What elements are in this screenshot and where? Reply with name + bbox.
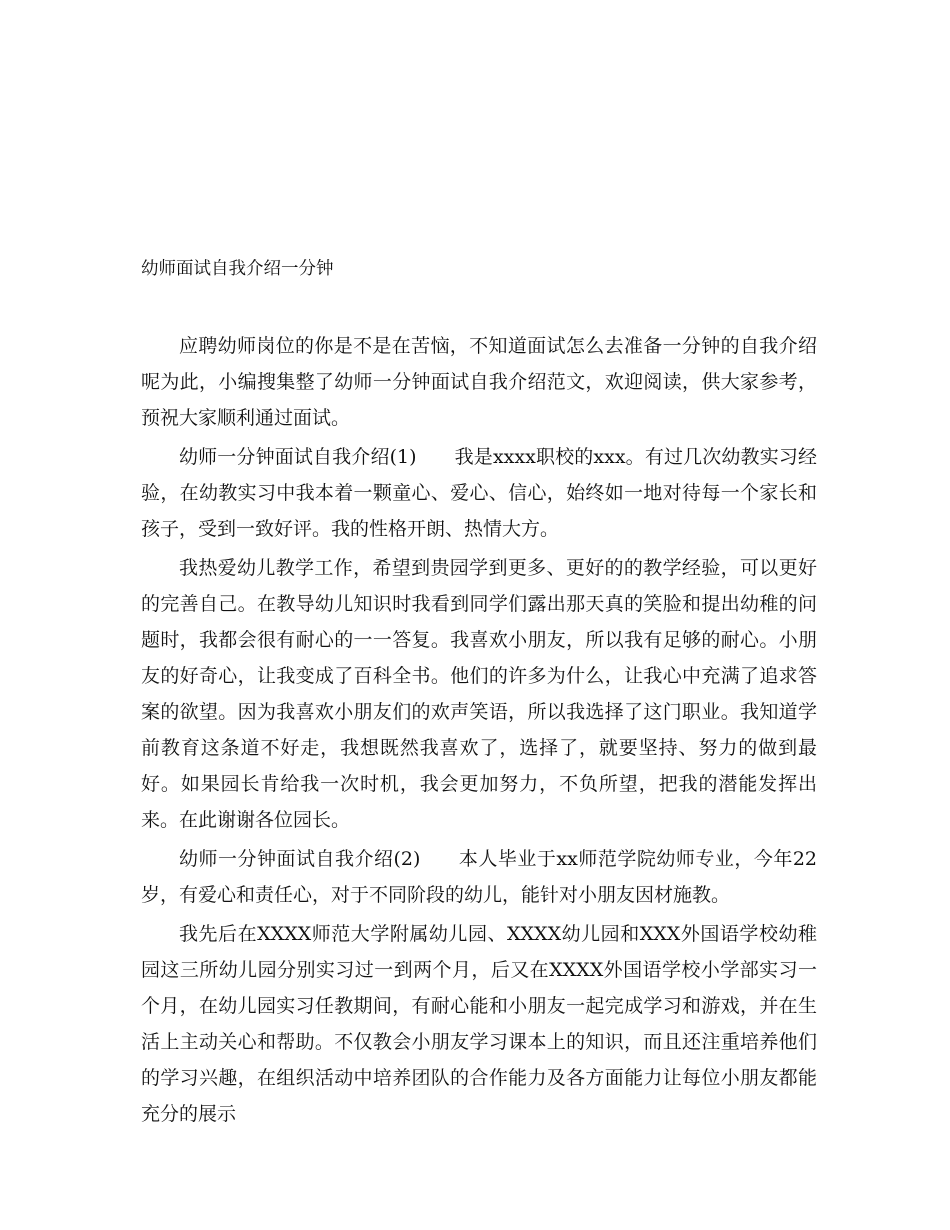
intro-text: 应聘幼师岗位的你是不是在苦恼，不知道面试怎么去准备一分钟的自我介绍呢为此，小编搜集整了幼师一分钟面试自我介绍范文，欢迎阅读，供大家参考，预祝大家顺利通过面试。 — [141, 335, 817, 429]
section-2-text: 本人毕业于xx师范学院幼师专业，今年22岁，有爱心和责任心，对于不同阶段的幼儿，能针对小朋友因材施教。 — [141, 848, 817, 906]
section-1-body-text: 我热爱幼儿教学工作，希望到贵园学到更多、更好的的教学经验，可以更好的完善自己。在教导幼儿知识时我看到同学们露出那天真的笑脸和提出幼稚的问题时，我都会很有耐心的一一答复。我喜欢小朋友，所以我有足够的耐心。小朋友的好奇心，让我变成了百科全书。他们的许多为什么，让我心中充满了追求答案的欲望。因为我喜欢小朋友们的欢声笑语，所以我选择了这门职业。我知道学前教育这条道不好走，我想既然我喜欢了，选择了，就要坚持、努力的做到最好。如果园长肯给我一次时机，我会更加努力，不负所望，把我的潜能发挥出来。在此谢谢各位园长。 — [141, 557, 817, 831]
section-1-text: 我是xxxx职校的xxx。有过几次幼教实习经验，在幼教实习中我本着一颗童心、爱心、信心，始终如一地对待每一个家长和孩子，受到一致好评。我的性格开朗、热情大方。 — [141, 446, 817, 540]
section-1-paragraph — [141, 439, 817, 547]
section-1-heading: 幼师一分钟面试自我介绍(1) — [179, 446, 417, 468]
section-2-body-paragraph — [141, 916, 817, 1132]
title-spacer — [141, 284, 817, 328]
section-2-body-text: 我先后在XXXX师范大学附属幼儿园、XXXX幼儿园和XXX外国语学校幼稚园这三所幼儿园分别实习过一到两个月，后又在XXXX外国语学校小学部实习一个月，在幼儿园实习任教期间，有耐心能和小朋友一起完成学习和游戏，并在生活上主动关心和帮助。不仅教会小朋友学习课本上的知识，而且还注重培养他们的学习兴趣，在组织活动中培养团队的合作能力及各方面能力让每位小朋友都能充分的展示 — [141, 923, 817, 1125]
section-1-body-paragraph — [141, 550, 817, 838]
document-body — [141, 254, 817, 1135]
intro-paragraph — [141, 328, 817, 436]
section-2-heading: 幼师一分钟面试自我介绍(2) — [179, 848, 421, 870]
section-2-paragraph — [141, 841, 817, 913]
document-title: 幼师面试自我介绍一分钟 — [141, 259, 334, 279]
